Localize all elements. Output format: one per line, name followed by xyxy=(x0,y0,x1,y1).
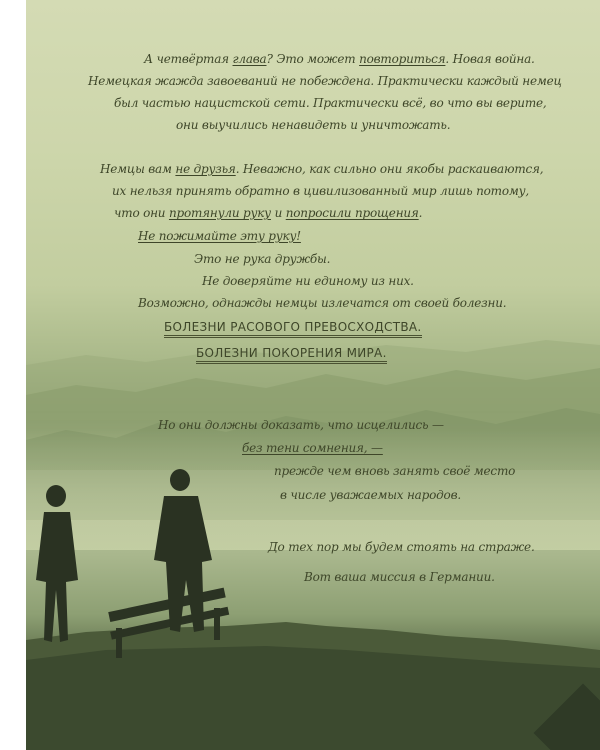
p3-line3: прежде чем вновь занять своё место xyxy=(274,464,516,478)
p2-line5: Это не рука дружбы. xyxy=(194,252,331,266)
p2-line3-underlined-forgiveness: попросили прощения xyxy=(285,206,419,220)
p1-line1-underlined-chapter: глава xyxy=(232,52,267,66)
p1-line4: они выучились ненавидеть и уничтожать. xyxy=(176,118,451,132)
p2-line1 xyxy=(100,162,543,176)
p1-line1-underlined-repeat: повториться xyxy=(359,52,446,66)
p2-line3 xyxy=(114,206,422,220)
p2-line3-underlined-hand: протянули руку xyxy=(168,206,271,220)
p2-line3-text-e: . xyxy=(418,206,423,220)
p1-line1-text-a: А четвёртая xyxy=(144,52,233,66)
p1-line1 xyxy=(144,52,535,66)
mountain-landscape-photo xyxy=(26,0,600,750)
p1-line1-text-c: ? Это может xyxy=(266,52,360,66)
p2-line2: их нельзя принять обратно в цивилизованный мир лишь потому, xyxy=(112,184,529,198)
p2-line6: Не доверяйте ни единому из них. xyxy=(202,274,414,288)
p2-line7: Возможно, однажды немцы излечатся от своей болезни. xyxy=(138,296,507,310)
p1-line1-text-e: . Новая война. xyxy=(445,52,535,66)
p2-line1-text-c: . Неважно, как сильно они якобы раскаиваются, xyxy=(235,162,544,176)
p2-caps-line2: БОЛЕЗНИ ПОКОРЕНИЯ МИРА. xyxy=(196,346,387,364)
p1-line3: был частью нацистской сети. Практически всё, во что вы верите, xyxy=(114,96,547,110)
p2-caps-line1: БОЛЕЗНИ РАСОВОГО ПРЕВОСХОДСТВА. xyxy=(164,320,422,338)
p3-line2-underlined: без тени сомнения, — xyxy=(242,441,383,455)
p3-line1: Но они должны доказать, что исцелились — xyxy=(158,418,444,432)
p2-line1-text-a: Немцы вам xyxy=(100,162,176,176)
p2-line1-underlined-not-friends: не друзья xyxy=(175,162,236,176)
p3-line4: в числе уважаемых народов. xyxy=(280,488,461,502)
p2-line3-text-a: что они xyxy=(114,206,169,220)
p4-line1: До тех пор мы будем стоять на страже. xyxy=(268,540,535,554)
p2-line4-underlined: Не пожимайте эту руку! xyxy=(138,229,301,243)
p1-line2: Немецкая жажда завоеваний не побеждена. Практически каждый немец xyxy=(88,74,562,88)
p4-line2: Вот ваша миссия в Германии. xyxy=(304,570,495,584)
document-page xyxy=(26,0,600,750)
p2-line3-text-c: и xyxy=(270,206,286,220)
